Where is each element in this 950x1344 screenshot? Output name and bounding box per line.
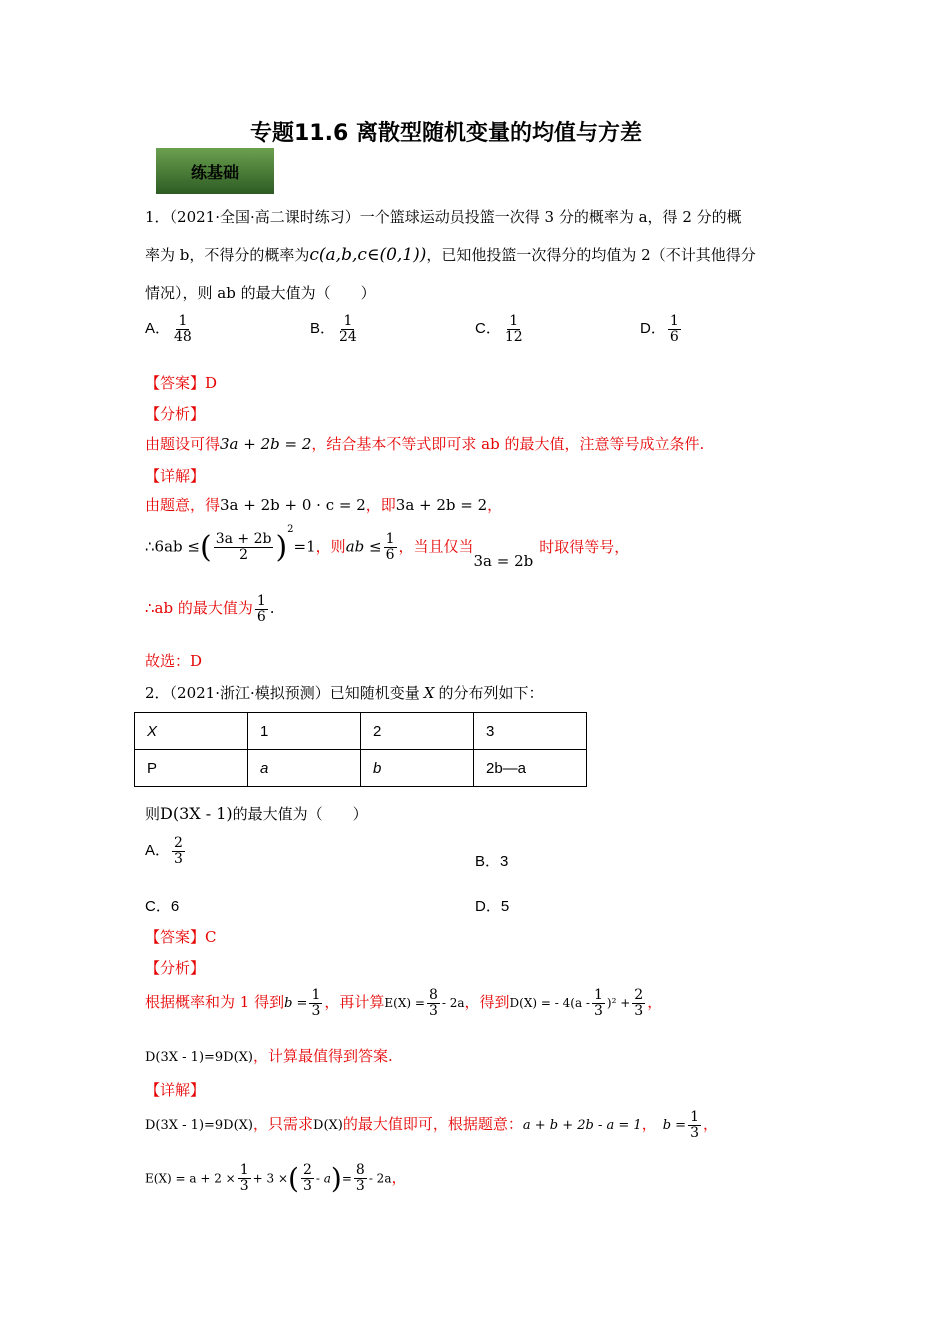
q2-detail-head: 【详解】 <box>145 1081 206 1099</box>
q1-detail-3: ∴ab 的最大值为 $\frac{1}{6}$ . <box>145 593 275 625</box>
q1-option-c: C． $\frac{1}{12}$ <box>475 313 523 345</box>
q2-option-a: A． $\frac{2}{3}$ <box>145 835 183 867</box>
q2-detail-2: E(X) = a + 2 × $\frac{1}{3}$ + 3 ×( $\frac{2}{3}$ - a)= $\frac{8}{3}$ - 2a， <box>145 1162 407 1195</box>
table-cell: b <box>361 750 474 787</box>
table-cell: 2b—a <box>474 750 587 787</box>
q2-question: 则D(3X - 1)的最大值为（ ） <box>145 804 368 823</box>
q1-line3: 情况），则 ab 的最大值为（ ） <box>145 284 376 302</box>
q2-option-b: B．3 <box>475 853 509 870</box>
q1-line2: 率为 b，不得分的概率为c(a,b,c∈(0,1))，已知他投篮一次得分的均值为 2（不计其他得分 <box>145 245 756 265</box>
q1-analysis: 由题设可得3a + 2b = 2，结合基本不等式即可求 ab 的最大值，注意等号成立条件. <box>145 435 705 453</box>
table-cell: 1 <box>248 713 361 750</box>
q1-option-b: B． $\frac{1}{24}$ <box>310 313 357 345</box>
q2-analysis-1: 根据概率和为 1 得到b = $\frac{1}{3}$ ，再计算E(X) = $\frac{8}{3}$ - 2a，得到D(X) = - 4(a - $\frac{1}{3}$ )² + $\frac{2}{3}$ ， <box>145 987 663 1019</box>
distribution-table <box>134 712 587 787</box>
q2-option-d: D．5 <box>475 898 510 915</box>
q1-choice: 故选：D <box>145 652 203 670</box>
q2-analysis-2: D(3X - 1)=9D(X)，计算最值得到答案. <box>145 1047 393 1065</box>
q1-line1: 1．（2021·全国·高二课时练习）一个篮球运动员投篮一次得 3 分的概率为 a，得 2 分的概 <box>145 208 742 226</box>
q1-detail-head: 【详解】 <box>145 467 206 485</box>
q2-detail-1: D(3X - 1)=9D(X)，只需求D(X)的最大值即可，根据题意：a + b + 2b - a = 1， b = $\frac{1}{3}$ ， <box>145 1109 719 1141</box>
table-cell: X <box>135 713 248 750</box>
table-row <box>135 750 587 787</box>
table-cell: 2 <box>361 713 474 750</box>
section-badge: 练基础 <box>156 148 274 194</box>
page-title: 专题11.6 离散型随机变量的均值与方差 <box>250 121 642 146</box>
q1-analysis-head: 【分析】 <box>145 405 206 423</box>
q2-option-c: C．6 <box>145 898 180 915</box>
q2-line1: 2．（2021·浙江·模拟预测）已知随机变量 X 的分布列如下： <box>145 684 544 702</box>
q1-detail-1: 由题意，得3a + 2b + 0 · c = 2，即3a + 2b = 2， <box>145 496 503 514</box>
q1-option-d: D． $\frac{1}{6}$ <box>640 313 679 345</box>
table-cell: 3 <box>474 713 587 750</box>
table-row <box>135 713 587 750</box>
table-cell: P <box>135 750 248 787</box>
q1-answer: 【答案】D <box>145 374 218 392</box>
table-cell: a <box>248 750 361 787</box>
q2-analysis-head: 【分析】 <box>145 959 206 977</box>
q1-option-a: A． $\frac{1}{48}$ <box>145 313 192 345</box>
q1-detail-2: ∴6ab ≤( $\frac{3a + 2b}{2}$ )$^2$=1，则ab ≤ $\frac{1}{6}$ ，当且仅当3a = 2b时取得等号， <box>145 523 630 570</box>
q2-answer: 【答案】C <box>145 928 217 946</box>
